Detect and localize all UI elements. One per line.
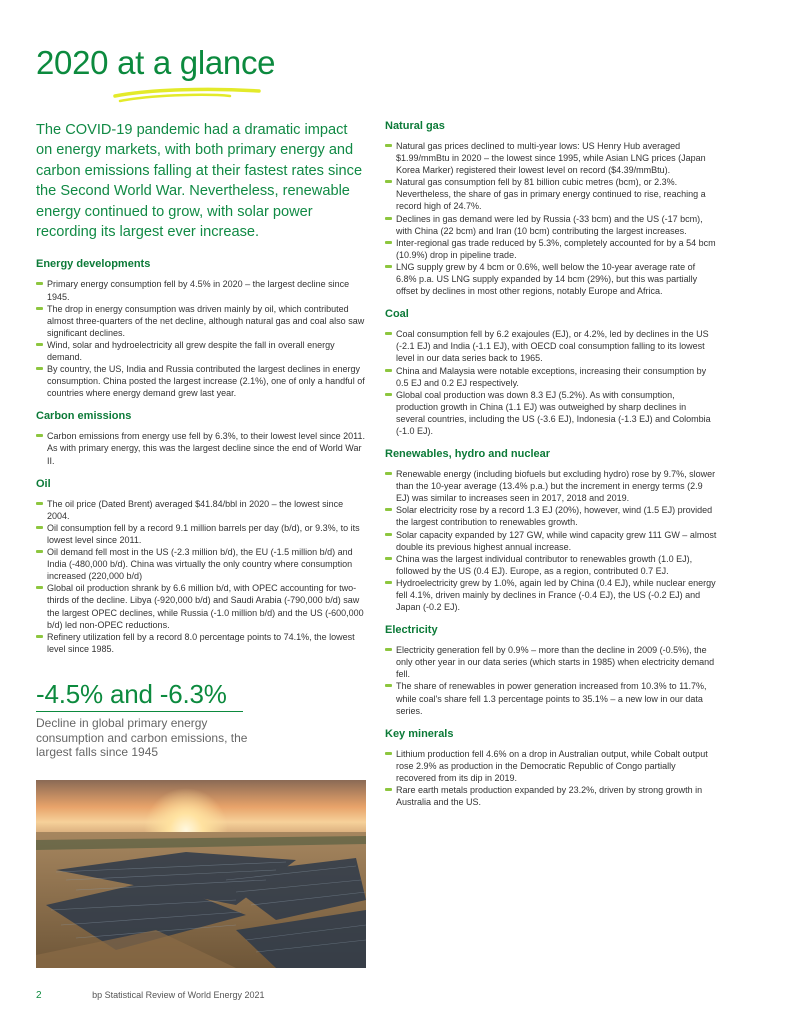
bullet-item: [385, 365, 717, 389]
publication-name: bp Statistical Review of World Energy 2021: [92, 990, 265, 1000]
bullet-dash-icon: [36, 635, 43, 638]
bullet-dash-icon: [36, 282, 43, 285]
bullet-item: [385, 680, 717, 716]
bullet-text: The oil price (Dated Brent) averaged $41.84/bbl in 2020 – the lowest since 2004.: [47, 498, 344, 521]
bullet-dash-icon: [36, 367, 43, 370]
bullet-dash-icon: [385, 265, 392, 268]
bullet-dash-icon: [385, 241, 392, 244]
bullet-text: By country, the US, India and Russia contributed the largest declines in energy consumption. China posted the largest increase (2.1%), one of only a handful of countries where energy demand grew last year.: [47, 364, 365, 399]
section-title: Energy developments: [36, 258, 151, 271]
bullet-list: [385, 328, 717, 437]
bullet-item: [385, 213, 717, 237]
highlight-stat: -4.5% and -6.3%: [36, 678, 227, 709]
bullet-item: [36, 498, 366, 522]
section-title: Renewables, hydro and nuclear: [385, 448, 551, 461]
bullet-item: [36, 303, 366, 339]
bullet-item: [385, 176, 717, 212]
bullet-item: [385, 553, 717, 577]
bullet-text: China was the largest individual contributor to renewables growth (1.0 EJ), followed by the US (0.4 EJ). Europe, as a region, contributed 0.7 EJ.: [396, 553, 693, 576]
title-underline-swoosh: [112, 82, 262, 104]
bullet-text: Declines in gas demand were led by Russia (-33 bcm) and the US (-17 bcm), with China (22 bcm) and Iran (10 bcm) contributing the largest increases.: [396, 213, 703, 236]
section-title: Electricity: [385, 624, 438, 637]
bullet-dash-icon: [36, 502, 43, 505]
bullet-text: Inter-regional gas trade reduced by 5.3%, completely accounted for by a 54 bcm (10.9%) drop in pipeline trade.: [396, 237, 716, 260]
bullet-dash-icon: [385, 472, 392, 475]
bullet-list: [385, 140, 717, 297]
bullet-list: [36, 278, 366, 399]
bullet-dash-icon: [385, 369, 392, 372]
bullet-dash-icon: [36, 434, 43, 437]
bullet-item: [385, 644, 717, 680]
bullet-item: [36, 339, 366, 363]
bullet-list: [385, 644, 717, 717]
section-title: Natural gas: [385, 120, 445, 132]
bullet-text: The drop in energy consumption was driven mainly by oil, which contributed almost three-quarters of the net decline, although natural gas and coal also saw significant declines.: [47, 303, 365, 338]
bullet-dash-icon: [385, 788, 392, 791]
bullet-dash-icon: [385, 648, 392, 651]
page-footer: [36, 990, 265, 1001]
bullet-item: [36, 363, 366, 399]
bullet-dash-icon: [385, 393, 392, 396]
bullet-item: [385, 529, 717, 553]
bullet-dash-icon: [385, 752, 392, 755]
bullet-text: Oil demand fell most in the US (-2.3 million b/d), the EU (-1.5 million b/d) and India (-480,000 b/d). China was virtually the only country where consumption increased (220,000 b/d): [47, 547, 353, 582]
bullet-text: China and Malaysia were notable exceptions, increasing their consumption by 0.5 EJ and 0.2 EJ respectively.: [396, 365, 707, 388]
bullet-dash-icon: [385, 557, 392, 560]
bullet-dash-icon: [385, 581, 392, 584]
bullet-text: Renewable energy (including biofuels but excluding hydro) rose by 9.7%, slower than the 10-year average (13.4% p.a.) but the increment in energy terms (2.9 EJ) was similar to increases seen in 2017, 2018 and 2019.: [396, 469, 716, 504]
bullet-text: The share of renewables in power generation increased from 10.3% to 11.7%, while coal's share fell 1.3 percentage points to 35.1% – a new low in our data series.: [396, 681, 707, 716]
bullet-list: [385, 748, 717, 808]
bullet-text: Solar capacity expanded by 127 GW, while wind capacity grew 111 GW – almost double its previous highest annual increase.: [396, 529, 717, 552]
right-sections: [385, 120, 717, 808]
bullet-dash-icon: [385, 508, 392, 511]
bullet-item: [36, 582, 366, 630]
bullet-dash-icon: [36, 550, 43, 553]
bullet-dash-icon: [385, 332, 392, 335]
highlight-description: Decline in global primary energy consumption and carbon emissions, the largest falls since 1945: [36, 715, 248, 760]
bullet-item: [36, 631, 366, 655]
bullet-item: [385, 577, 717, 613]
bullet-list: [36, 498, 366, 655]
bullet-text: Primary energy consumption fell by 4.5% in 2020 – the largest decline since 1945.: [47, 279, 350, 302]
section-title: Key minerals: [385, 727, 454, 740]
bullet-text: Coal consumption fell by 6.2 exajoules (EJ), or 4.2%, led by declines in the US (-2.1 EJ) and India (-1.1 EJ), with OECD coal consumption falling to its lowest level in our data series back to 1965.: [396, 329, 709, 364]
right-column: [385, 120, 717, 819]
highlight-rule: [36, 711, 243, 712]
page-number: 2: [36, 990, 42, 1001]
bullet-item: [385, 784, 717, 808]
bullet-item: [385, 504, 717, 528]
left-sections: [36, 258, 366, 654]
bullet-text: Carbon emissions from energy use fell by 6.3%, to their lowest level since 2011. As with primary energy, this was the largest decline since the end of World War II.: [47, 431, 365, 466]
bullet-dash-icon: [36, 526, 43, 529]
bullet-text: Natural gas consumption fell by 81 billion cubic metres (bcm), or 2.3%. Nevertheless, the share of gas in primary energy continued to rise, reaching a record high of 24.7%.: [396, 177, 706, 212]
bullet-dash-icon: [385, 684, 392, 687]
solar-farm-illustration: [36, 780, 366, 968]
bullet-text: Refinery utilization fell by a record 8.0 percentage points to 74.1%, the lowest level since 1985.: [47, 631, 355, 654]
left-column: [36, 120, 366, 760]
bullet-text: Electricity generation fell by 0.9% – more than the decline in 2009 (-0.5%), the only other year in our data series (which starts in 1985) when electricity demand fell.: [396, 645, 715, 680]
bullet-text: Wind, solar and hydroelectricity all grew despite the fall in overall energy demand.: [47, 339, 335, 362]
solar-farm-photo: [36, 780, 366, 968]
bullet-dash-icon: [385, 217, 392, 220]
bullet-item: [385, 748, 717, 784]
bullet-text: Oil consumption fell by a record 9.1 million barrels per day (b/d), or 9.3%, to its lowest level since 2011.: [47, 522, 360, 545]
bullet-item: [36, 278, 366, 302]
bullet-text: Hydroelectricity grew by 1.0%, again led by China (0.4 EJ), while nuclear energy fell 4.1%, driven mainly by declines in France (-0.4 EJ), the US (-0.2 EJ) and Japan (-0.2 EJ).: [396, 577, 716, 613]
bullet-item: [385, 140, 717, 176]
bullet-item: [385, 261, 717, 297]
bullet-item: [36, 430, 366, 466]
bullet-text: LNG supply grew by 4 bcm or 0.6%, well below the 10-year average rate of 6.8% p.a. US LNG supply expanded by 14 bcm (29%), but this was partially offset by declines in most other regions, notably Europe and Africa.: [396, 261, 698, 297]
bullet-text: Global coal production was down 8.3 EJ (5.2%). As with consumption, production growth in China (1.1 EJ) was outweighed by sharp declines in several countries, including the US (-3.6 EJ), Indonesia (-1.3 EJ) and Colombia (-1.0 EJ).: [396, 389, 711, 436]
bullet-text: Solar electricity rose by a record 1.3 EJ (20%), however, wind (1.5 EJ) provided the largest contribution to renewables growth.: [396, 505, 713, 528]
bullet-item: [385, 237, 717, 261]
bullet-item: [385, 328, 717, 364]
intro-paragraph: The COVID-19 pandemic had a dramatic impact on energy markets, with both primary energy and carbon emissions falling at their fastest rates since the Second World War. Nevertheless, renewable energy continued to grow, with solar power recording its largest ever increase.: [36, 122, 363, 241]
bullet-item: [385, 468, 717, 504]
bullet-item: [36, 546, 366, 582]
section-title: Carbon emissions: [36, 410, 132, 423]
page-title: 2020 at a glance: [36, 44, 276, 81]
bullet-text: Rare earth metals production expanded by 23.2%, driven by strong growth in Australia and the US.: [396, 785, 703, 808]
bullet-dash-icon: [36, 343, 43, 346]
bullet-dash-icon: [36, 307, 43, 310]
bullet-dash-icon: [36, 586, 43, 589]
section-title: Oil: [36, 477, 51, 490]
bullet-dash-icon: [385, 533, 392, 536]
bullet-text: Natural gas prices declined to multi-year lows: US Henry Hub averaged $1.99/mmBtu in 2020 – the lowest since 1995, while Asian LNG prices (Japan Korea Marker) registered their lowest level on record ($4.39/mmBtu).: [396, 141, 706, 176]
bullet-text: Lithium production fell 4.6% on a drop in Australian output, while Cobalt output rose 2.9% as production in the Democratic Republic of Congo partially recovered from its dip in 2019.: [396, 748, 708, 783]
bullet-dash-icon: [385, 180, 392, 183]
bullet-text: Global oil production shrank by 6.6 million b/d, with OPEC accounting for two-thirds of the decline. Libya (-920,000 b/d) and Saudi Arabia (-790,000 b/d) saw the largest OPEC declines, while Russia (-1.0 million b/d) and the US (-600,000 b/d) led non-OPEC reductions.: [47, 583, 364, 630]
bullet-list: [385, 468, 717, 613]
bullet-dash-icon: [385, 144, 392, 147]
bullet-item: [385, 389, 717, 437]
bullet-list: [36, 430, 366, 466]
bullet-item: [36, 522, 366, 546]
section-title: Coal: [385, 308, 409, 321]
